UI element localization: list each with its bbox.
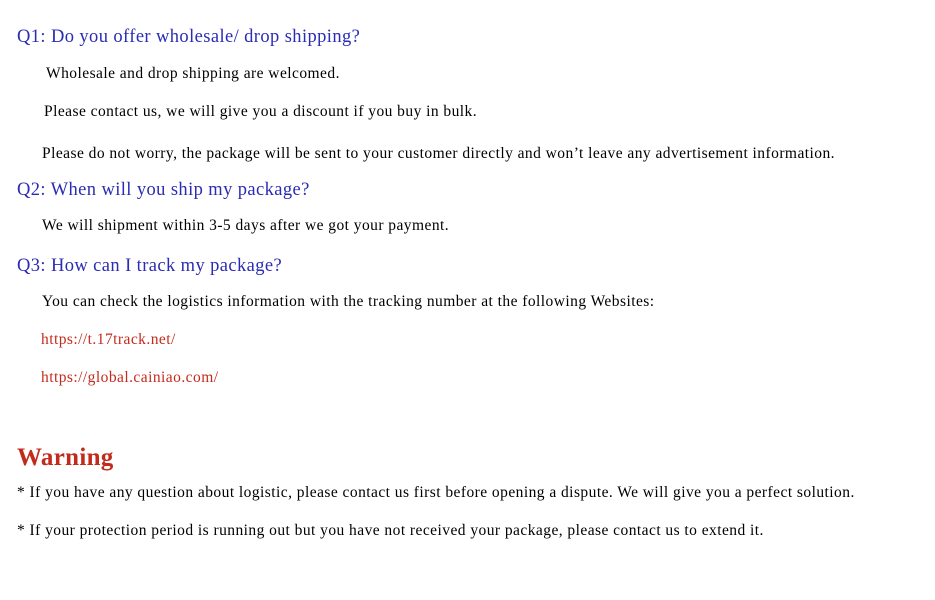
faq-question-3: Q3: How can I track my package? [17,256,283,276]
faq-answer-1-line-2: Please contact us, we will give you a discount if you buy in bulk. [44,103,478,120]
faq-answer-3-line-1: You can check the logistics information with the tracking number at the following Websites: [42,293,655,310]
tracking-link-17track[interactable]: https://t.17track.net/ [41,331,176,348]
faq-answer-1-line-1: Wholesale and drop shipping are welcomed. [46,65,340,82]
faq-question-2: Q2: When will you ship my package? [17,180,310,200]
faq-answer-1-line-3: Please do not worry, the package will be sent to your customer directly and won’t leave any advertisement information. [42,145,836,162]
warning-line-1: * If you have any question about logistic, please contact us first before opening a dispute. We will give you a perfect solution. [17,484,855,501]
warning-title: Warning [17,444,114,471]
warning-line-2: * If your protection period is running out but you have not received your package, please contact us to extend it. [17,522,764,539]
faq-question-1: Q1: Do you offer wholesale/ drop shipping? [17,27,361,47]
faq-answer-2-line-1: We will shipment within 3-5 days after we got your payment. [42,217,450,234]
tracking-link-cainiao[interactable]: https://global.cainiao.com/ [41,369,219,386]
